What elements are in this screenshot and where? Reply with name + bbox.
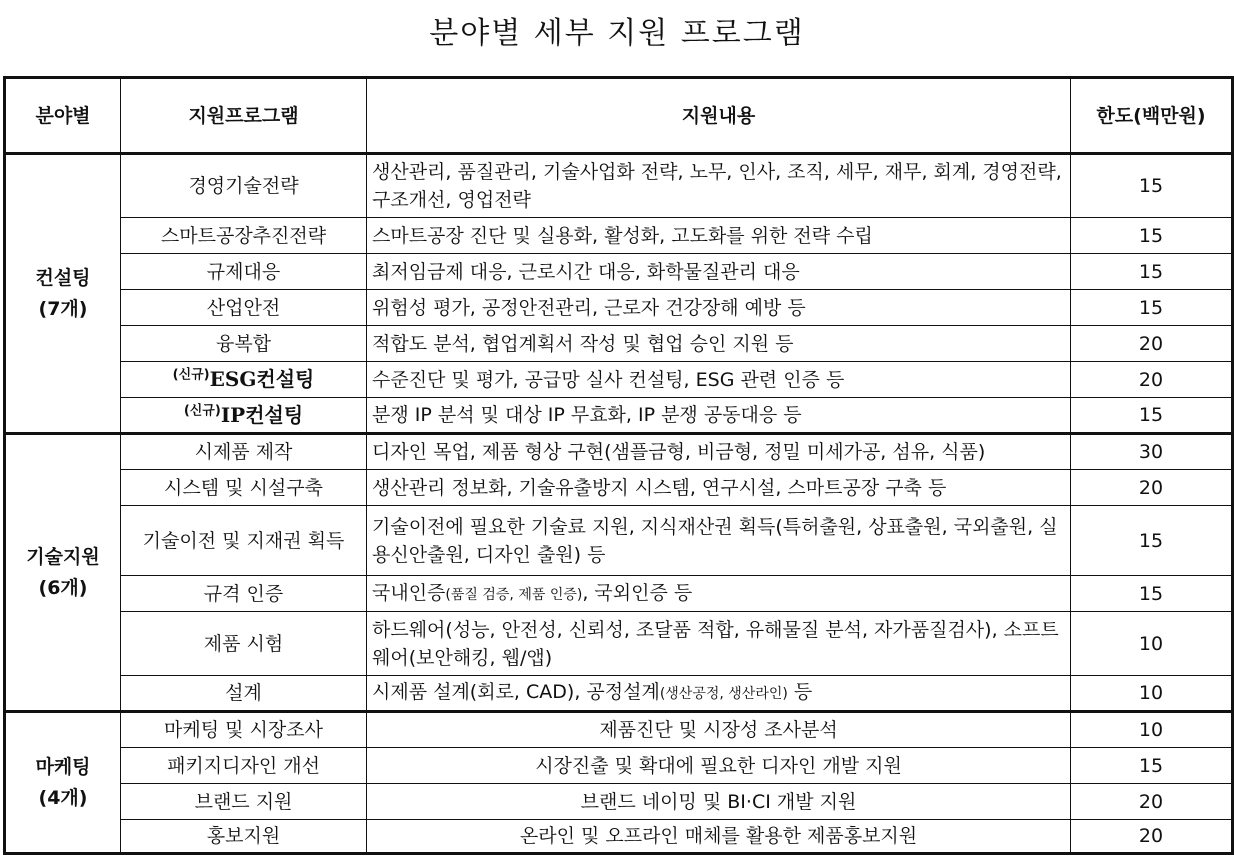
program-name: 설계 xyxy=(121,676,367,712)
program-limit: 20 xyxy=(1071,470,1233,506)
program-limit: 15 xyxy=(1071,254,1233,290)
program-limit: 10 xyxy=(1071,612,1233,676)
support-program-table xyxy=(3,76,1234,855)
program-content xyxy=(367,676,1071,712)
program-limit: 20 xyxy=(1071,326,1233,362)
program-limit: 10 xyxy=(1071,676,1233,712)
table-row xyxy=(5,712,1233,748)
program-content: 위험성 평가, 공정안전관리, 근로자 건강장해 예방 등 xyxy=(367,290,1071,326)
table-row xyxy=(5,154,1233,218)
content-part: 시제품 설계(회로, CAD), 공정설계 xyxy=(372,681,660,703)
header-category: 분야별 xyxy=(5,78,121,154)
program-name: 기술이전 및 지재권 획득 xyxy=(121,506,367,576)
table-row xyxy=(5,506,1233,576)
program-name: 브랜드 지원 xyxy=(121,784,367,820)
program-name: 시제품 제작 xyxy=(121,434,367,470)
category-count: (6개) xyxy=(38,576,88,599)
program-content: 제품진단 및 시장성 조사분석 xyxy=(367,712,1071,748)
program-name: 융복합 xyxy=(121,326,367,362)
program-name: 경영기술전략 xyxy=(121,154,367,218)
program-limit: 15 xyxy=(1071,748,1233,784)
program-content: 온라인 및 오프라인 매체를 활용한 제품홍보지원 xyxy=(367,820,1071,854)
program-content: 브랜드 네이밍 및 BI·CI 개발 지원 xyxy=(367,784,1071,820)
category-marketing xyxy=(5,712,121,854)
program-content: 스마트공장 진단 및 실용화, 활성화, 고도화를 위한 전략 수립 xyxy=(367,218,1071,254)
new-badge: (신규) xyxy=(183,403,221,419)
program-name-new xyxy=(121,362,367,398)
program-content: 생산관리, 품질관리, 기술사업화 전략, 노무, 인사, 조직, 세무, 재무, 회계, 경영전략, 구조개선, 영업전략 xyxy=(367,154,1071,218)
header-row xyxy=(5,78,1233,154)
table-row xyxy=(5,434,1233,470)
program-content xyxy=(367,576,1071,612)
header-content: 지원내용 xyxy=(367,78,1071,154)
program-limit: 20 xyxy=(1071,362,1233,398)
table-row xyxy=(5,470,1233,506)
program-name: 산업안전 xyxy=(121,290,367,326)
program-name: 패키지디자인 개선 xyxy=(121,748,367,784)
table-row xyxy=(5,362,1233,398)
page-title: 분야별 세부 지원 프로그램 xyxy=(429,16,805,51)
table-row xyxy=(5,218,1233,254)
category-count: (7개) xyxy=(38,297,88,320)
header-limit: 한도(백만원) xyxy=(1071,78,1233,154)
content-part-small: (품질 검증, 제품 인증) xyxy=(445,586,583,603)
program-content: 생산관리 정보화, 기술유출방지 시스템, 연구시설, 스마트공장 구축 등 xyxy=(367,470,1071,506)
program-content: 디자인 목업, 제품 형상 구현(샘플금형, 비금형, 정밀 미세가공, 섬유, 식품) xyxy=(367,434,1071,470)
program-content: 수준진단 및 평가, 공급망 실사 컨설팅, ESG 관련 인증 등 xyxy=(367,362,1071,398)
program-limit: 15 xyxy=(1071,576,1233,612)
program-limit: 15 xyxy=(1071,290,1233,326)
table-row xyxy=(5,326,1233,362)
program-name: 마케팅 및 시장조사 xyxy=(121,712,367,748)
table-row xyxy=(5,290,1233,326)
category-name: 컨설팅 xyxy=(35,266,91,289)
content-part: 등 xyxy=(787,681,813,703)
program-name: 홍보지원 xyxy=(121,820,367,854)
category-name: 마케팅 xyxy=(35,755,91,778)
category-count: (4개) xyxy=(38,786,88,809)
program-content: 적합도 분석, 협업계획서 작성 및 협업 승인 지원 등 xyxy=(367,326,1071,362)
table-row xyxy=(5,784,1233,820)
category-tech-support xyxy=(5,434,121,712)
program-content: 최저임금제 대응, 근로시간 대응, 화학물질관리 대응 xyxy=(367,254,1071,290)
program-name: 규격 인증 xyxy=(121,576,367,612)
program-name: ESG컨설팅 xyxy=(209,367,315,391)
program-limit: 20 xyxy=(1071,820,1233,854)
table-row xyxy=(5,576,1233,612)
table-row xyxy=(5,612,1233,676)
program-content: 하드웨어(성능, 안전성, 신뢰성, 조달품 적합, 유해물질 분석, 자가품질검사), 소프트웨어(보안해킹, 웹/앱) xyxy=(367,612,1071,676)
category-consulting xyxy=(5,154,121,434)
program-name: 제품 시험 xyxy=(121,612,367,676)
program-name: IP컨설팅 xyxy=(220,402,304,427)
table-row xyxy=(5,398,1233,434)
program-limit: 30 xyxy=(1071,434,1233,470)
program-name-new xyxy=(121,398,367,434)
program-content: 분쟁 IP 분석 및 대상 IP 무효화, IP 분쟁 공동대응 등 xyxy=(367,398,1071,434)
program-name: 시스템 및 시설구축 xyxy=(121,470,367,506)
program-limit: 15 xyxy=(1071,506,1233,576)
table-row xyxy=(5,676,1233,712)
program-content: 시장진출 및 확대에 필요한 디자인 개발 지원 xyxy=(367,748,1071,784)
program-limit: 15 xyxy=(1071,398,1233,434)
table-row xyxy=(5,820,1233,854)
header-program: 지원프로그램 xyxy=(121,78,367,154)
content-part: , 국외인증 등 xyxy=(582,581,693,604)
new-badge: (신규) xyxy=(172,367,210,383)
program-name: 규제대응 xyxy=(121,254,367,290)
table-row xyxy=(5,748,1233,784)
program-limit: 15 xyxy=(1071,154,1233,218)
program-limit: 10 xyxy=(1071,712,1233,748)
content-part: 국내인증 xyxy=(372,581,446,604)
category-name: 기술지원 xyxy=(26,545,100,568)
program-limit: 15 xyxy=(1071,218,1233,254)
program-limit: 20 xyxy=(1071,784,1233,820)
content-part-small: (생산공정, 생산라인) xyxy=(659,686,788,702)
program-content: 기술이전에 필요한 기술료 지원, 지식재산권 획득(특허출원, 상표출원, 국외출원, 실용신안출원, 디자인 출원) 등 xyxy=(367,506,1071,576)
program-name: 스마트공장추진전략 xyxy=(121,218,367,254)
table-row xyxy=(5,254,1233,290)
